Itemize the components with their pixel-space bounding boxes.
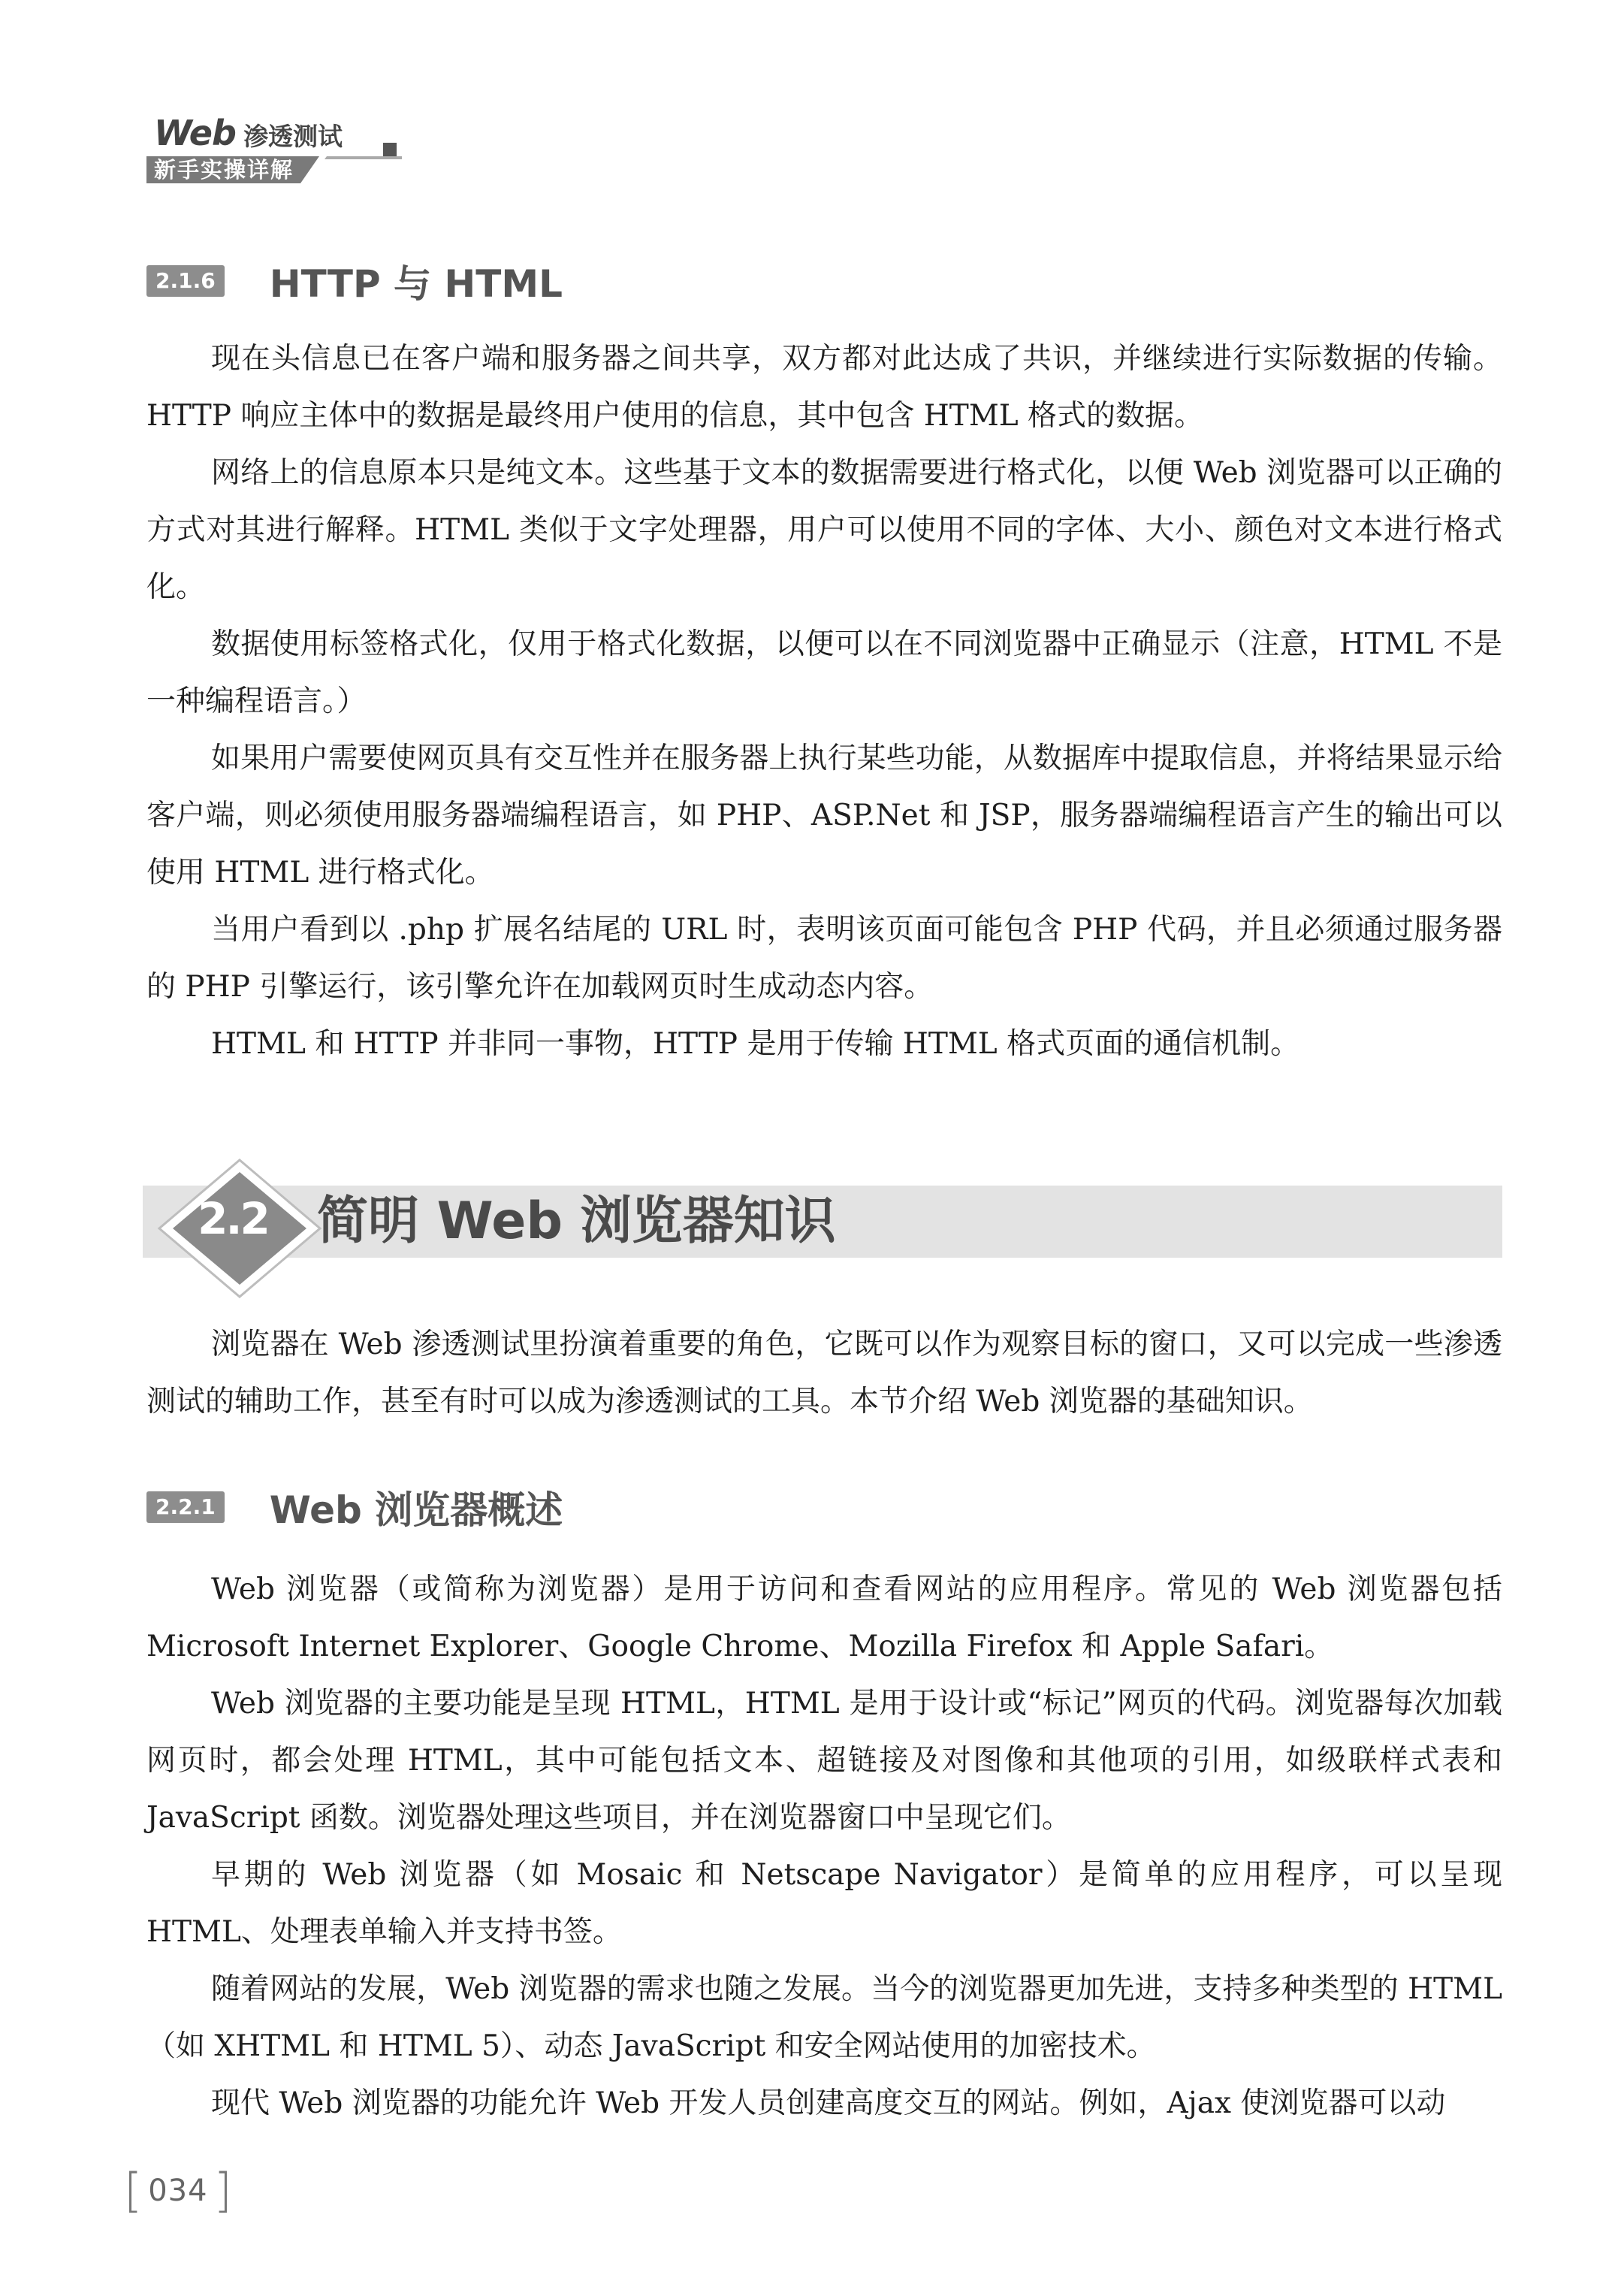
- page-number: [124, 2163, 232, 2218]
- paragraph: 如果用户需要使网页具有交互性并在服务器上执行某些功能，从数据库中提取信息，并将结果显示给客户端，则必须使用服务器端编程语言，如 PHP、ASP.Net 和 JSP，服务器端编程语言产生的输出可以使用 HTML 进行格式化。: [146, 742, 1502, 890]
- section-heading-2-2-1: [146, 1480, 563, 1534]
- running-header-title-suffix: 渗透测试: [243, 122, 343, 151]
- paragraph: 早期的 Web 浏览器（如 Mosaic 和 Netscape Navigator）是简单的应用程序，可以呈现 HTML、处理表单输入并支持书签。: [146, 1858, 1502, 1949]
- paragraph: Web 浏览器的主要功能是呈现 HTML，HTML 是用于设计或“标记”网页的代码。浏览器每次加载网页时，都会处理 HTML，其中可能包括文本、超链接及对图像和其他项的引用，如级联样式表和 JavaScript 函数。浏览器处理这些项目，并在浏览器窗口中呈现它们。: [146, 1687, 1502, 1835]
- running-header: [146, 113, 417, 188]
- paragraph: Web 浏览器（或简称为浏览器）是用于访问和查看网站的应用程序。常见的 Web 浏览器包括 Microsoft Internet Explorer、Google Chrome、Mozilla Firefox 和 Apple Safari。: [146, 1572, 1502, 1663]
- folio-right-bracket: ]: [213, 2163, 232, 2218]
- section-heading-2-1-6: [146, 254, 563, 308]
- running-header-title: [154, 113, 343, 153]
- section-title: Web 浏览器概述: [269, 1488, 563, 1532]
- folio-left-bracket: [: [124, 2163, 143, 2218]
- running-header-subtitle-band: [146, 156, 402, 183]
- paragraph: 数据使用标签格式化，仅用于格式化数据，以便可以在不同浏览器中正确显示（注意，HTML 不是一种编程语言。）: [146, 627, 1502, 718]
- paragraph: HTML 和 HTTP 并非同一事物，HTTP 是用于传输 HTML 格式页面的通信机制。: [211, 1027, 1300, 1061]
- paragraph: 随着网站的发展，Web 浏览器的需求也随之发展。当今的浏览器更加先进，支持多种类型的 HTML（如 XHTML 和 HTML 5）、动态 JavaScript 和安全网站使用的加密技术。: [146, 1972, 1502, 2063]
- section-number-badge: 2.2.1: [146, 1491, 225, 1523]
- chapter-banner-2-2: [143, 1157, 1502, 1300]
- paragraph: 浏览器在 Web 渗透测试里扮演着重要的角色，它既可以作为观察目标的窗口，又可以完成一些渗透测试的辅助工作，甚至有时可以成为渗透测试的工具。本节介绍 Web 浏览器的基础知识。: [146, 1328, 1502, 1418]
- section-number-badge: 2.1.6: [146, 265, 225, 297]
- paragraph: 当用户看到以 .php 扩展名结尾的 URL 时，表明该页面可能包含 PHP 代码，并且必须通过服务器的 PHP 引擎运行，该引擎允许在加载网页时生成动态内容。: [146, 913, 1502, 1004]
- paragraph: 现代 Web 浏览器的功能允许 Web 开发人员创建高度交互的网站。例如，Ajax 使浏览器可以动: [211, 2086, 1446, 2120]
- folio-number: 034: [148, 2174, 208, 2208]
- section-title: HTTP 与 HTML: [269, 262, 563, 306]
- paragraph: 网络上的信息原本只是纯文本。这些基于文本的数据需要进行格式化，以便 Web 浏览器可以正确的方式对其进行解释。HTML 类似于文字处理器，用户可以使用不同的字体、大小、颜色对文本进行格式化。: [146, 456, 1502, 604]
- running-header-subtitle: 新手实操详解: [154, 157, 294, 183]
- running-header-square-ornament: [383, 143, 397, 156]
- running-header-title-prefix: Web: [154, 113, 236, 153]
- chapter-title: 简明 Web 浏览器知识: [317, 1192, 836, 1251]
- chapter-number: 2.2: [198, 1193, 268, 1244]
- paragraph: 现在头信息已在客户端和服务器之间共享，双方都对此达成了共识，并继续进行实际数据的传输。HTTP 响应主体中的数据是最终用户使用的信息，其中包含 HTML 格式的数据。: [146, 342, 1502, 433]
